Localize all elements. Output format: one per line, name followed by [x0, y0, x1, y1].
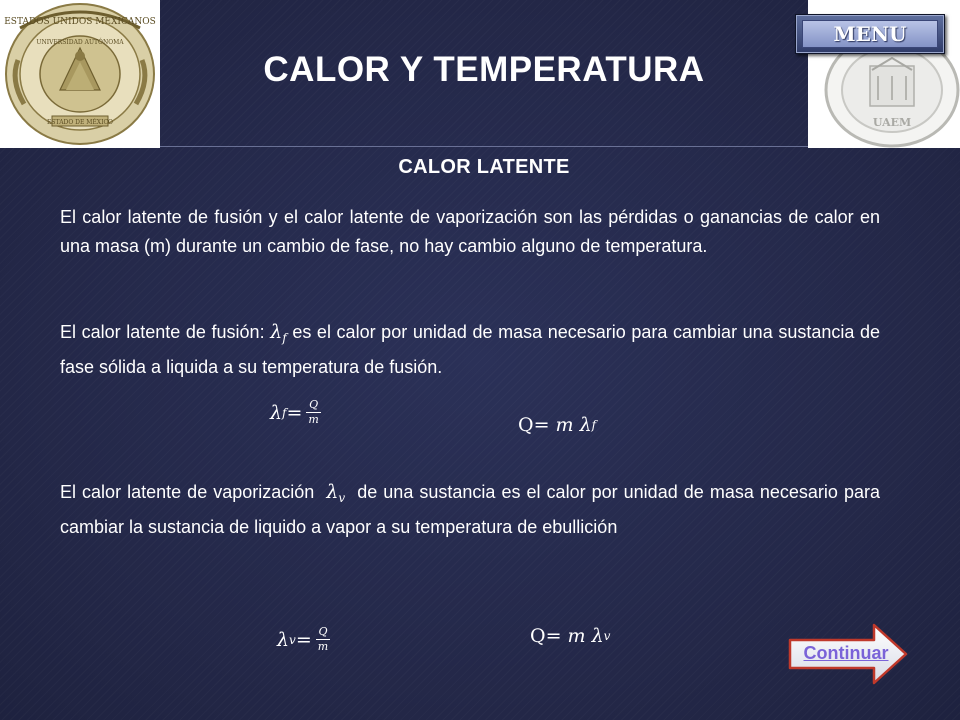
- intro-paragraph: El calor latente de fusión y el calor latente de vaporización son las pérdidas o ganancias de calor en una masa (m) durante un cambio de fase, no hay cambio alguno de temperatura.: [60, 207, 880, 256]
- vapor-text-before: El calor latente de vaporización: [60, 482, 321, 502]
- formula-rhs: m λ: [567, 625, 604, 647]
- fraction-denominator: m: [308, 413, 319, 426]
- fusion-definition-formula: [270, 398, 321, 427]
- header-divider: [160, 146, 808, 147]
- formula-lambda: λ: [270, 401, 283, 424]
- formula-subscript: v: [289, 632, 296, 647]
- vapor-lambda: λ: [326, 481, 339, 503]
- formula-subscript: f: [282, 405, 287, 420]
- fusion-lambda: λ: [270, 321, 283, 343]
- formula-rhs: m λ: [555, 414, 592, 436]
- seal-bottom-text: ESTADO DE MÉXICO: [47, 119, 113, 126]
- fusion-heat-formula: [518, 414, 596, 436]
- formula-equals: =: [295, 628, 312, 651]
- vapor-symbol: [326, 481, 345, 503]
- uaem-text: UAEM: [872, 116, 912, 129]
- formula-lambda: λ: [277, 628, 290, 651]
- fusion-symbol: [270, 321, 287, 343]
- formula-q: Q: [530, 625, 546, 647]
- formula-equals: =: [286, 401, 303, 424]
- fraction-denominator: m: [317, 640, 329, 653]
- section-title: CALOR LATENTE: [398, 156, 570, 178]
- formula-fraction: [306, 398, 320, 427]
- seal-top-text: ESTADOS UNIDOS MEXICANOS: [4, 17, 156, 27]
- fusion-paragraph: [60, 318, 880, 382]
- continue-link[interactable]: Continuar: [803, 643, 889, 663]
- vapor-definition-formula: [277, 625, 330, 654]
- vapor-subscript: v: [338, 491, 346, 505]
- fusion-text-before: El calor latente de fusión:: [60, 322, 271, 342]
- seal-inner-text: UNIVERSIDAD AUTÓNOMA: [36, 39, 124, 46]
- fraction-numerator: Q: [309, 398, 319, 411]
- university-seal-logo: [0, 0, 160, 148]
- formula-fraction: [316, 625, 330, 654]
- fusion-text-after: es el calor por unidad de masa necesario para cambiar una sustancia de fase sólida a liquida a su temperatura de fusión.: [60, 322, 880, 377]
- formula-equals: =: [533, 414, 550, 436]
- formula-subscript: f: [591, 418, 597, 432]
- formula-subscript: v: [603, 629, 611, 643]
- formula-q: Q: [518, 414, 534, 436]
- menu-button[interactable]: [795, 14, 945, 54]
- vapor-heat-formula: [530, 625, 610, 647]
- page-title: CALOR Y TEMPERATURA: [263, 50, 705, 89]
- fraction-numerator: Q: [318, 625, 328, 638]
- seal-graphic: [0, 0, 160, 148]
- vaporization-paragraph: [60, 478, 880, 542]
- fusion-subscript: f: [282, 331, 287, 345]
- formula-equals: =: [545, 625, 562, 647]
- vapor-text-after: de una sustancia es el calor por unidad de masa necesario para cambiar la sustancia de liquido a vapor a su temperatura de ebullición: [60, 482, 880, 537]
- menu-button-label: MENU: [802, 20, 938, 48]
